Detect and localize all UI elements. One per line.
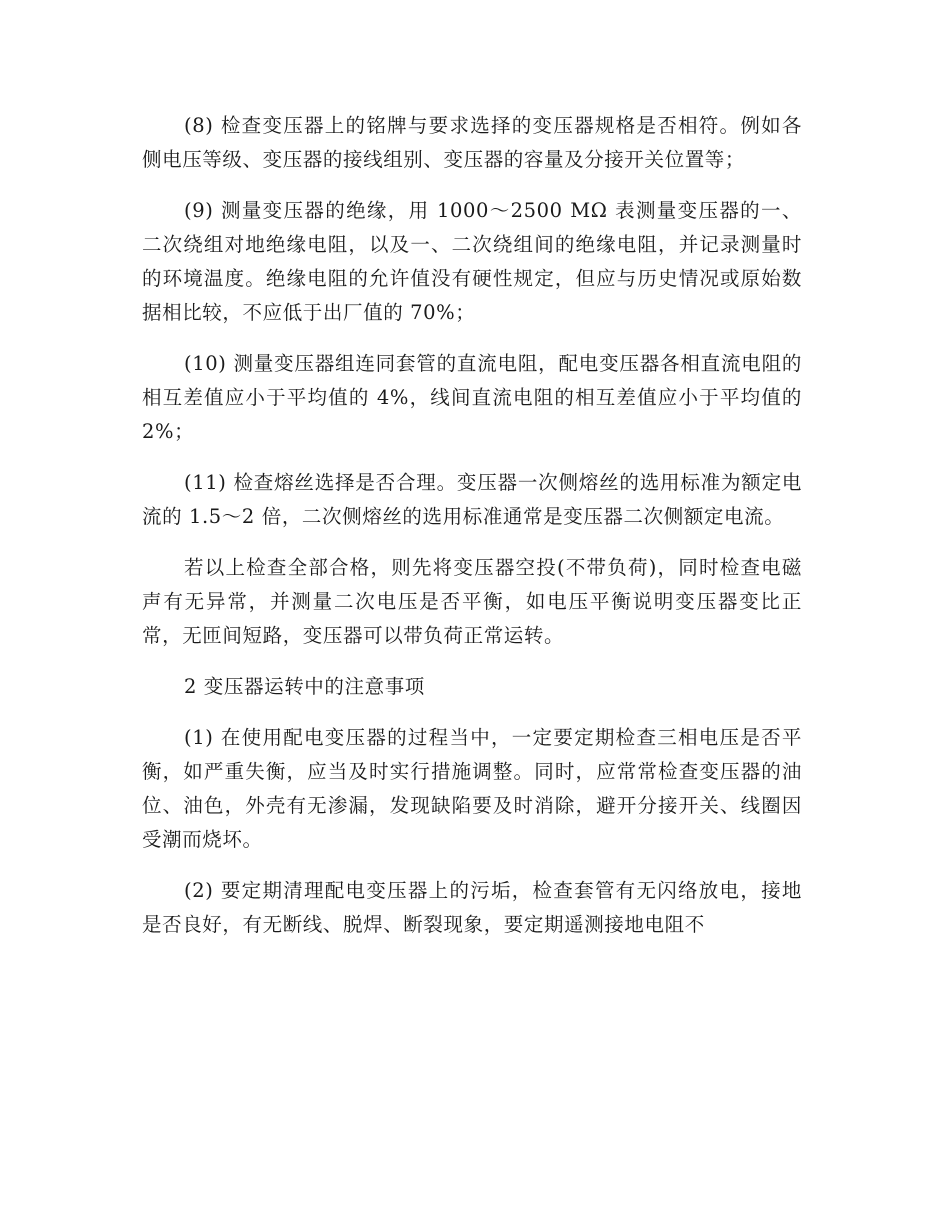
- paragraph-item-9: (9) 测量变压器的绝缘，用 1000～2500 MΩ 表测量变压器的一、二次绕组对地绝缘电阻，以及一、二次绕组间的绝缘电阻，并记录测量时的环境温度。绝缘电阻的允许值没有硬性规定，但应与历史情况或原始数据相比较，不应低于出厂值的 70%；: [142, 199, 802, 324]
- paragraph-item-10: (10) 测量变压器组连同套管的直流电阻，配电变压器各相直流电阻的相互差值应小于平均值的 4%，线间直流电阻的相互差值应小于平均值的 2%；: [142, 352, 802, 443]
- document-body: [142, 109, 802, 959]
- paragraph-item-11: (11) 检查熔丝选择是否合理。变压器一次侧熔丝的选用标准为额定电流的 1.5～2 倍，二次侧熔丝的选用标准通常是变压器二次侧额定电流。: [142, 471, 802, 528]
- paragraph-operation-2: (2) 要定期清理配电变压器上的污垢，检查套管有无闪络放电，接地是否良好，有无断线、脱焊、断裂现象，要定期遥测接地电阻不: [142, 879, 802, 936]
- paragraph-item-8: (8) 检查变压器上的铭牌与要求选择的变压器规格是否相符。例如各侧电压等级、变压器的接线组别、变压器的容量及分接开关位置等；: [142, 114, 802, 171]
- paragraph-summary: 若以上检查全部合格，则先将变压器空投(不带负荷)，同时检查电磁声有无异常，并测量二次电压是否平衡，如电压平衡说明变压器变比正常，无匝间短路，变压器可以带负荷正常运转。: [142, 556, 802, 647]
- paragraph-operation-1: (1) 在使用配电变压器的过程当中，一定要定期检查三相电压是否平衡，如严重失衡，应当及时实行措施调整。同时，应常常检查变压器的油位、油色，外壳有无渗漏，发现缺陷要及时消除，避开分接开关、线圈因受潮而烧坏。: [142, 726, 802, 851]
- section-heading: 2 变压器运转中的注意事项: [184, 675, 425, 698]
